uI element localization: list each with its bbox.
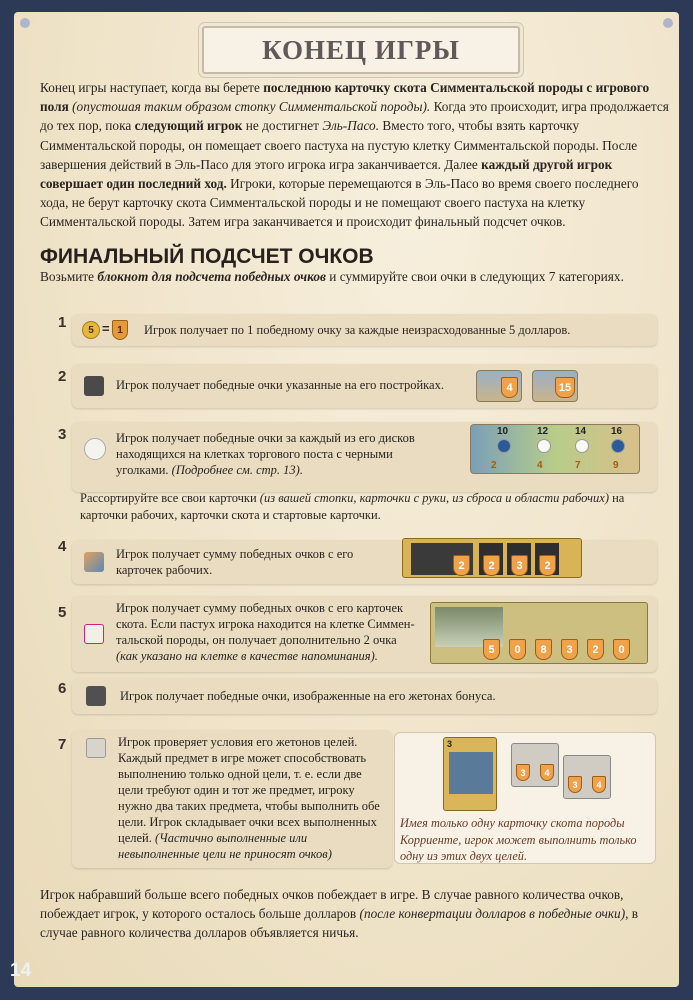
trade-post-board [470, 424, 640, 474]
board-value: 14 [575, 426, 587, 437]
trade-disc [575, 439, 589, 453]
board-value: 16 [611, 426, 623, 437]
intro-bold: последнюю карточку скота Симментальской породы с игрового поля [40, 80, 650, 115]
intro-paragraph [40, 78, 670, 232]
section-lead [40, 268, 660, 286]
lead-text: и суммируйте свои очки в следующих 7 категориях. [325, 269, 624, 284]
row-number: 5 [58, 604, 67, 621]
worker-card-icon [84, 552, 104, 572]
bonus-token-icon [86, 686, 106, 706]
intro-italic: Эль-Пасо. [322, 118, 380, 134]
outro-text: Игрок набравший больше всего победных очков побеждает в игре. В случае равного количества очков, побеждает игрок, у которого осталось больше долларов [40, 887, 624, 922]
cattle-points: 0 [613, 639, 630, 660]
dollar-coin-icon: 5 [82, 321, 100, 339]
intro-text: не достигнет [242, 118, 323, 134]
rulebook-page [14, 12, 679, 987]
intro-bold: следующий игрок [134, 118, 243, 134]
intro-text: Игроки, которые перемещаются в Эль-Пасо во время своего последнего хода, не берут карточку скота Симментальской породы и не помещают своего пастуха на клетку Симментальской породы. Затем игра заканчивается и происходит финальный подсчет очков. [40, 176, 639, 230]
intro-text: Конец игры наступает, когда вы берете [40, 80, 264, 95]
goal-points: 4 [592, 776, 606, 793]
intro-italic: (опустошая таким образом стопку Симментальской породы). [68, 99, 431, 115]
scoring-row-6 [72, 678, 657, 714]
trade-disc [497, 439, 511, 453]
cattle-card-icon [84, 624, 104, 644]
equals-sign: = [102, 321, 110, 336]
cattle-points: 3 [561, 639, 578, 660]
goal-points: 3 [516, 764, 530, 781]
disc-icon [84, 438, 106, 460]
goal-points: 4 [540, 764, 554, 781]
page-number: 14 [10, 960, 32, 981]
row-text-italic: (Подробнее см. стр. 13). [168, 463, 303, 477]
worker-points: 2 [539, 555, 556, 576]
note-text: Рассортируйте все свои карточки [80, 491, 260, 505]
building-tile [532, 370, 578, 402]
scoring-row-1 [72, 314, 657, 346]
worker-points: 2 [453, 555, 470, 576]
row-text-main: Игрок проверяет условия его жетонов целей. Каждый предмет в игре может способствовать выполнению только одной цели, т. е. если две цели требуют один и тот же предмет, игроку нужно два таких предмета, чтобы выполнить обе цели. Игрок складывает очки всех выполненных целей. [118, 735, 380, 845]
objective-token-icon [86, 738, 106, 758]
row-number: 4 [58, 538, 67, 555]
cattle-points: 0 [509, 639, 526, 660]
scoring-row-7 [72, 730, 392, 868]
row-number: 3 [58, 426, 67, 443]
row-text: Игрок получает победные очки указанные на его постройках. [116, 378, 444, 392]
note-text: на карточки рабочих, карточки скота и стартовые карточки. [80, 491, 625, 522]
row-text: Игрок получает победные очки, изображенные на его жетонах бонуса. [120, 689, 496, 703]
note-italic: (из вашей стопки, карточки с руки, из сброса и области рабочих) [259, 491, 609, 505]
board-points: 7 [575, 460, 581, 471]
scoring-row-2 [72, 364, 657, 408]
cattle-points: 8 [535, 639, 552, 660]
board-points: 4 [537, 460, 543, 471]
building-tile [476, 370, 522, 402]
building-icon [84, 376, 104, 396]
outro-text: , в случае равного количества долларов объявляется ничья. [40, 906, 639, 941]
intro-text: Вместо того, чтобы взять карточку Симментальской породы, он помещает своего пастуха на пустую клетку Симментальской породы. После завершения действий в Эль-Пасо для этого игрока игра заканчивается. Далее [40, 118, 638, 172]
card-value: 3 [447, 739, 453, 749]
tile-points-shield: 4 [501, 377, 518, 398]
row-text-italic: (как указано на клетке в качестве напоминания). [116, 649, 378, 663]
board-points: 2 [491, 460, 497, 471]
objective-token [511, 743, 559, 787]
corriente-card [443, 737, 497, 811]
row-text [116, 600, 416, 664]
intro-bold: каждый другой игрок совершает один последний ход. [40, 156, 613, 192]
row-text-main: Игрок получает сумму победных очков с его карточек скота. Если пастух игрока находится на клетке Симмен-тальской породы, он получает дополнительно 2 очка [116, 601, 415, 647]
cattle-points: 5 [483, 639, 500, 660]
row-text-main: Игрок получает победные очки за каждый из его дисков находящихся на клетках торгового поста с черными уголками. [116, 431, 415, 477]
row-text [116, 430, 426, 478]
section-heading: ФИНАЛЬНЫЙ ПОДСЧЕТ ОЧКОВ [40, 245, 374, 268]
worker-cards-row [402, 538, 582, 578]
objective-caption: Имея только одну карточку скота породы Корриенте, игрок может выполнить только одну из этих двух целей. [400, 816, 637, 863]
cattle-points: 2 [587, 639, 604, 660]
row-text [118, 734, 388, 862]
row-number: 6 [58, 680, 67, 697]
card-art [449, 752, 493, 794]
board-value: 12 [537, 426, 549, 437]
row-number: 1 [58, 314, 67, 331]
trade-disc [537, 439, 551, 453]
corner-dot [20, 18, 30, 28]
row-text: Игрок получает по 1 победному очку за каждые неизрасходованные 5 долларов. [144, 323, 571, 337]
worker-points: 2 [483, 555, 500, 576]
trade-disc [611, 439, 625, 453]
lead-text: Возьмите [40, 269, 98, 284]
objective-token [563, 755, 611, 799]
title-banner [202, 26, 520, 74]
row-text-italic: (Частично выполненные или невыполненные цели не приносят очков) [118, 831, 332, 861]
lead-emphasis: блокнот для подсчета победных очков [97, 269, 326, 284]
cattle-cards-row [430, 602, 648, 664]
intro-text: Когда это происходит, игра продолжается до тех пор, пока [40, 99, 669, 134]
board-points: 9 [613, 460, 619, 471]
sorting-note [80, 490, 665, 524]
row-number: 2 [58, 368, 67, 385]
outro-italic: (после конвертации долларов в победные очки) [359, 906, 626, 922]
goal-points: 3 [568, 776, 582, 793]
row-text: Игрок получает сумму победных очков с его карточек рабочих. [116, 547, 354, 577]
board-value: 10 [497, 426, 509, 437]
victory-point-shield-icon: 1 [112, 320, 128, 340]
tile-points-shield: 15 [555, 377, 575, 398]
row-number: 7 [58, 736, 67, 753]
page-title: КОНЕЦ ИГРЫ [262, 34, 460, 65]
outro-paragraph [40, 885, 670, 943]
corner-dot [663, 18, 673, 28]
worker-points: 3 [511, 555, 528, 576]
